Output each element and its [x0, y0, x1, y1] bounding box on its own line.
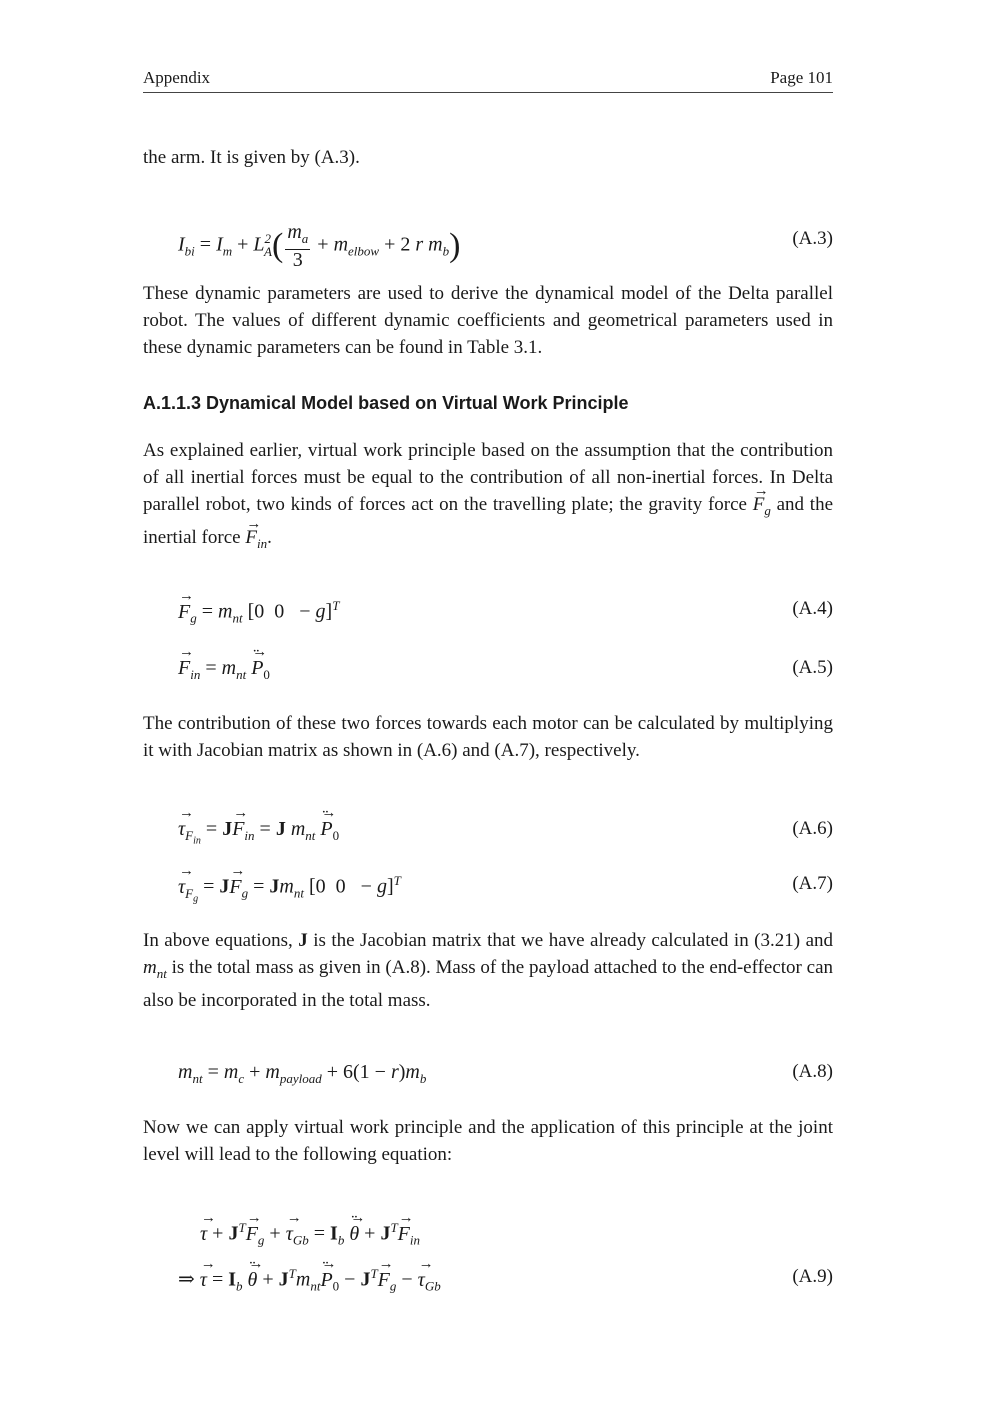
equation-a4	[178, 598, 833, 628]
equation-a7-number: (A.7)	[792, 873, 833, 894]
paragraph-total-mass: In above equations, J is the Jacobian matrix that we have already calculated in (3.21) and $m_{nt}$ is the total mass as given in (A.8). Mass of the payload attached to the end-effector can also be incorporated in the total mass.	[143, 930, 833, 1011]
equation-a3	[178, 221, 833, 271]
equation-a6-body: → $\tau_{F_{in}} = J\to F_{in} = J$ $m_{nt} \to P$ $¨_0$	[178, 818, 339, 847]
paragraph-virtual-work-text-2: and the inertial force	[143, 494, 834, 548]
equation-a8-body: $m_{nt} = m_c + m_{payload} + 6(1 - r)m_b$	[178, 1061, 427, 1086]
equation-a5-body: → $F_{in} = m_{nt} \to P$ $¨_0$	[178, 657, 270, 683]
paragraph-virtual-work-application: Now we can apply virtual work principle and the application of this principle at the joint level will lead to the following equation:	[143, 1117, 833, 1165]
paragraph-virtual-work-text: As explained earlier, virtual work principle based on the assumption that the contribution of all inertial forces must be equal to the contribution of all non-inertial forces. In Delta parallel robot, two kinds of forces act on the travelling plate; the gravity force	[143, 440, 833, 515]
equation-a9-line2-body: ⇒ → $\tau = I_b \to \theta$ ¨ + $J^Tm_{nt}\to P$ $¨_0 - J^T\to F_g$ − → $\tau_{Gb}$	[178, 1266, 441, 1295]
equation-a9-line1-body: → $\tau + J^T\to F_g$ + → $\tau_{Gb} = I_b \to \theta$ ¨ + $J^T\to F_{in}$	[200, 1220, 420, 1249]
equation-a7	[178, 873, 833, 903]
paragraph-jacobian-contribution: The contribution of these two forces towards each motor can be calculated by multiplying it with Jacobian matrix as shown in (A.6) and (A.7), respectively.	[143, 713, 833, 761]
equation-a9-line1	[178, 1220, 833, 1250]
equation-a3-number: (A.3)	[792, 228, 833, 249]
equation-a8-number: (A.8)	[792, 1061, 833, 1082]
equation-a6	[178, 818, 833, 848]
equation-a6-number: (A.6)	[792, 818, 833, 839]
paragraph-total-mass-text-3: is the total mass as given in (A.8). Mass of the payload attached to the end-effector can also be incorporated in the total mass.	[143, 957, 833, 1011]
paragraph-total-mass-text-1: In above equations,	[143, 930, 293, 951]
header-page-number: Page 101	[770, 68, 833, 87]
equation-a7-body: → $\tau_{F_g} = J\to F_g = Jm_{nt}$ [0 0 − g]$^T$	[178, 873, 401, 904]
section-heading: A.1.1.3 Dynamical Model based on Virtual Work Principle	[143, 393, 629, 413]
running-header	[143, 66, 833, 93]
equation-a4-number: (A.4)	[792, 598, 833, 619]
equation-a3-body: $I_{bi} = I_m + L^2_A$( $\frac{m_a}{3}$ + $m_{elbow} + 2$ r $m_b$)	[178, 221, 461, 271]
equation-a9-number: (A.9)	[792, 1266, 833, 1287]
equation-a4-body: → $F_g = m_{nt}$ [0 0 − g]$^T$	[178, 598, 339, 627]
equation-a5	[178, 657, 833, 687]
equation-a8	[178, 1061, 833, 1091]
paragraph-virtual-work: As explained earlier, virtual work principle based on the assumption that the contribution of all inertial forces must be equal to the contribution of all non-inertial forces. In Delta parallel robot, two kinds of forces act on the travelling plate; the gravity force → $F_g$ and the inertial force → $F_{in}$.	[143, 437, 833, 557]
equation-a5-number: (A.5)	[792, 657, 833, 678]
paragraph-total-mass-text-2: is the Jacobian matrix that we have already calculated in (3.21) and	[313, 930, 833, 951]
header-section-title: Appendix	[143, 68, 211, 87]
paragraph-dynamic-parameters: These dynamic parameters are used to derive the dynamical model of the Delta parallel robot. The values of different dynamic coefficients and geometrical parameters used in these dynamic parameters can be found in Table 3.1.	[143, 283, 833, 358]
equation-a9	[178, 1266, 833, 1296]
paragraph-intro: the arm. It is given by (A.3).	[143, 147, 360, 168]
